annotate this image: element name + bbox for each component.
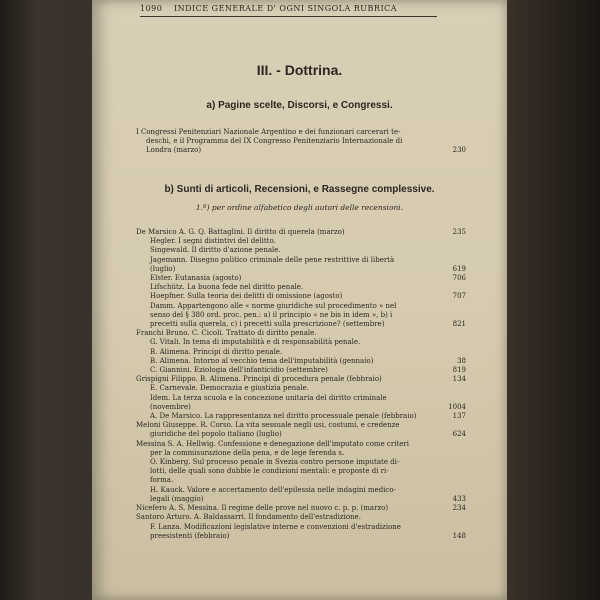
entry-a-line: deschi, e il Programma del IX Congresso Penitenziario Internazionale di [146, 137, 403, 146]
index-entry [136, 283, 466, 292]
index-entry-text: O. Kinberg. Sul processo penale in Svezia contro persone imputate di- [150, 458, 400, 467]
index-entry [136, 228, 466, 237]
index-entry-text: Franchi Bruno. C. Cicoli. Trattato di diritto penale. [136, 329, 317, 338]
index-entry [136, 486, 466, 495]
entry-a [136, 128, 466, 156]
index-entry-page: 234 [452, 504, 466, 513]
index-entry [136, 476, 466, 485]
index-entry-page: 624 [452, 430, 466, 439]
index-entry [136, 320, 466, 329]
index-entry [136, 421, 466, 430]
index-entry [136, 256, 466, 265]
entry-a-page: 230 [452, 146, 466, 154]
index-entry-page: 707 [452, 292, 466, 301]
index-entry-text: Jagemann. Disegno politico criminale delle pene restrittive di libertà [150, 255, 395, 264]
index-entry [136, 274, 466, 283]
index-entry [136, 458, 466, 467]
index-entry [136, 292, 466, 301]
index-entry-text: A. De Marsico. La rappresentanza nel diritto processuale penale (febbraio) [150, 412, 417, 421]
index-entry-text: B. Alimena. Principi di diritto penale. [150, 347, 283, 356]
entry-a-line: Londra (marzo) [146, 146, 202, 155]
running-header [140, 4, 437, 13]
page-number: 1090 [140, 4, 163, 13]
index-entry-text: forma. [150, 476, 174, 485]
index-entry [136, 375, 466, 384]
index-entry-text: G. Vitali. In tema di imputabilità e di responsabilità penale. [150, 338, 361, 347]
index-entry-text: precetti sulla querela, c) i precetti sulla prescrizione? (settembre) [150, 320, 385, 329]
index-entry-text: senso del § 380 ord. proc. pen.: a) il principio « ne bis in idem », b) i [150, 310, 393, 319]
index-entry-text: H. Kauck. Valore e accertamento dell'epilessia nelle indagini medico- [150, 485, 396, 494]
index-entry-page: 148 [452, 531, 466, 540]
book-page [92, 0, 507, 600]
index-entry [136, 357, 466, 366]
index-entry-text: Lifschütz. La buona fede nel diritto penale. [150, 283, 304, 292]
index-entry-page: 1004 [448, 402, 466, 411]
index-entry [136, 449, 466, 458]
entry-a-line: I Congressi Penitenziari Nazionale Argentino e dei funzionari carcerari te- [136, 128, 401, 136]
index-entry-page: 137 [452, 412, 466, 421]
index-entry-text: F. Lanza. Modificazioni legislative interne e convenzioni d'estradizione [150, 522, 401, 531]
index-entry-text: Santoro Arturo. A. Baldassarri. Il fondamento dell'estradizione. [136, 513, 361, 522]
index-entry-text: B. Alimena. Intorno al vecchio tema dell'imputabilità (gennaio) [150, 356, 374, 365]
index-entry-text: C. Giannini. Eziologia dell'infanticidio (settembre) [150, 366, 328, 375]
index-entry-text: (novembre) [150, 402, 191, 411]
subsection-b-title: b) Sunti di articoli, Recensioni, e Rassegne complessive. [164, 184, 435, 195]
index-entry-text: legali (maggio) [150, 494, 204, 503]
index-entry-text: giuridiche del popolo italiano (luglio) [150, 430, 282, 439]
index-entry-page: 134 [452, 375, 466, 384]
index-entry-text: Singewald. Il diritto d'azione penale. [150, 246, 281, 255]
index-entry [136, 237, 466, 246]
subsection-b-entries [136, 228, 466, 541]
subsection-a-title: a) Pagine scelte, Discorsi, e Congressi. [206, 100, 393, 111]
index-entry-text: Damm. Appartengono alle « norme giuridiche sul procedimento » nel [150, 301, 397, 310]
index-entry [136, 265, 466, 274]
index-entry-text: Messina S. A. Hellwig. Confessione e denegazione dell'imputato come criteri [136, 439, 409, 448]
index-entry [136, 302, 466, 311]
index-entry-text: Elster. Eutanasia (agosto) [150, 274, 242, 283]
index-entry [136, 246, 466, 255]
index-entry [136, 394, 466, 403]
index-entry [136, 495, 466, 504]
index-entry [136, 467, 466, 476]
right-shadow [507, 0, 600, 600]
index-entry-text: preesistenti (febbraio) [150, 531, 230, 540]
index-entry-text: De Marsico A. G. Q. Battaglini. Il diritto di querela (marzo) [136, 228, 345, 236]
index-entry-page: 819 [452, 366, 466, 375]
subsection-b-note: 1.º) per ordine alfabetico degli autori delle recensioni. [195, 203, 404, 212]
index-entry-page: 821 [452, 320, 466, 329]
section-title: III. - Dottrina. [256, 62, 343, 78]
index-entry-page: 706 [452, 274, 466, 283]
index-entry [136, 440, 466, 449]
index-entry [136, 338, 466, 347]
index-entry [136, 523, 466, 532]
index-entry [136, 366, 466, 375]
index-entry [136, 311, 466, 320]
index-entry [136, 532, 466, 541]
index-entry-text: Grispigni Filippo. B. Alimena. Principi di procedura penale (febbraio) [136, 375, 382, 384]
index-entry [136, 412, 466, 421]
index-entry-text: per la commisurazione della pena, e de lege ferenda s. [150, 448, 345, 457]
index-entry-page: 619 [452, 264, 466, 273]
index-entry-text: (luglio) [150, 264, 176, 273]
index-entry-text: Hoepfner. Sulla teoria dei delitti di omissione (agosto) [150, 292, 343, 301]
index-entry-text: lotti, delle quali sono dubbie le condizioni mentali: e proposte di ri- [150, 467, 389, 476]
header-rule [140, 16, 437, 17]
index-entry-page: 235 [452, 228, 466, 236]
index-entry [136, 513, 466, 522]
index-entry [136, 504, 466, 513]
index-entry-page: 38 [457, 356, 466, 365]
index-entry-page: 433 [452, 494, 466, 503]
index-entry-text: Idem. La terza scuola e la concezione unitaria del diritto criminale [150, 393, 387, 402]
running-title: INDICE GENERALE D' OGNI SINGOLA RUBRICA [173, 4, 397, 13]
index-entry [136, 348, 466, 357]
index-entry [136, 430, 466, 439]
index-entry-text: Hegler. I segni distintivi del delitto. [150, 237, 276, 246]
index-entry-text: Meloni Giuseppe. R. Corso. La vita sessuale negli usi, costumi, e credenze [136, 421, 400, 430]
subsection-a-entries [136, 128, 466, 156]
index-entry [136, 384, 466, 393]
index-entry [136, 403, 466, 412]
index-entry-text: E. Carnevale. Democrazia e giustizia penale. [150, 384, 309, 393]
index-entry-text: Nicefero A. S. Messina. Il regime delle prove nel nuovo c. p. p. (marzo) [136, 504, 389, 513]
